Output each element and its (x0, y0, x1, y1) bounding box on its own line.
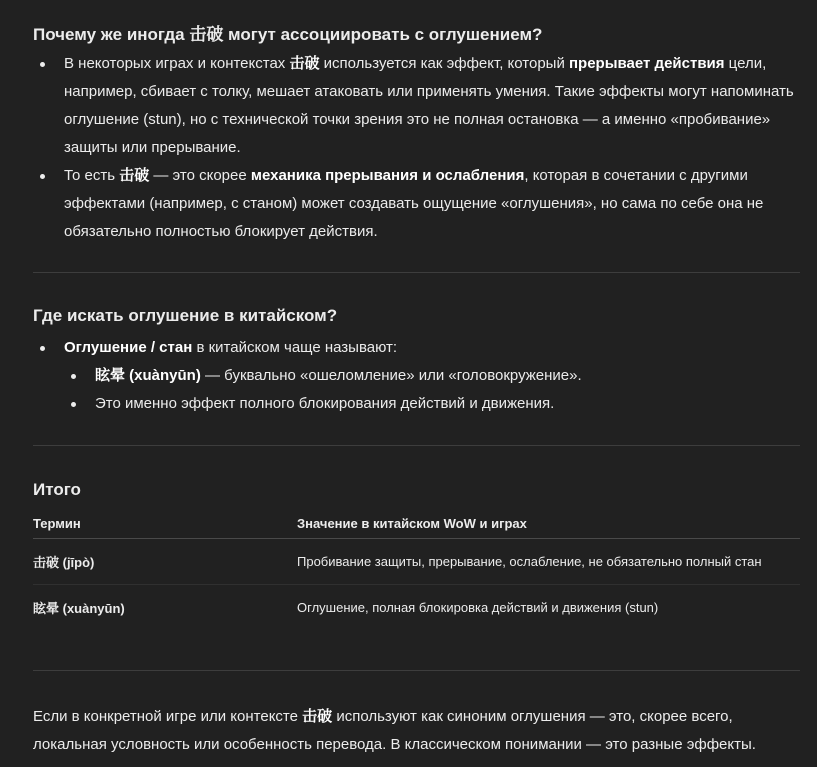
table-cell: Оглушение, полная блокировка действий и движения (stun) (297, 600, 659, 615)
column-header: Значение в китайском WoW и играх (297, 508, 800, 539)
text: в китайском чаще называют: (192, 339, 398, 356)
text: В некоторых играх и контекстах (64, 55, 290, 72)
table-cell: Пробивание защиты, прерывание, ослабление, не обязательно полный стан (297, 539, 800, 585)
bold-text: Оглушение / стан (64, 339, 193, 356)
text: — буквально «ошеломление» или «головокружение». (200, 367, 582, 384)
divider (33, 670, 800, 671)
section-heading-stun-association: Почему же иногда 击破 могут ассоциировать с оглушением? (33, 25, 543, 44)
conclusion-paragraph (33, 703, 800, 759)
table-header-row (33, 508, 800, 539)
bullet-list-2 (33, 334, 800, 418)
section-heading-summary: Итого (33, 480, 81, 499)
divider (33, 445, 800, 446)
list-item: Это именно эффект полного блокирования действий и движения. (64, 390, 817, 418)
section-heading-where: Где искать оглушение в китайском? (33, 306, 338, 325)
bold-text: механика прерывания и ослабления (250, 167, 525, 184)
bold-text: 击破 (302, 708, 333, 725)
text: цели, например, сбивает с толку, мешает атаковать или применять умения. Такие эффекты могут напоминать оглушение (stun), но с технической точки зрения это не полная остановка — а именно «пробивание» защиты или прерывание. (64, 55, 794, 156)
list-item (64, 362, 817, 390)
bold-text: 眩晕 (xuànyūn) (95, 367, 201, 384)
list-item (33, 50, 800, 162)
bold-text: 击破 (119, 167, 150, 184)
text: То есть (64, 167, 120, 184)
list-item (33, 334, 800, 418)
bold-text: 击破 (289, 55, 320, 72)
table-cell: 击破 (jīpò) (33, 539, 297, 585)
table-cell: 眩晕 (xuànyūn) (33, 601, 125, 616)
text: , которая в сочетании с другими эффектами (например, с станом) может создавать ощущение «оглушения», но сама по себе она не обязательно полностью блокирует действия. (64, 167, 764, 240)
bullet-list-1 (33, 50, 800, 246)
bold-text: прерывает действия (568, 55, 725, 72)
text: Если в конкретной игре или контексте (33, 708, 303, 725)
text: — это скорее (149, 167, 251, 184)
list-item (33, 162, 800, 246)
text: используется как эффект, который (319, 55, 569, 72)
summary-table (33, 508, 800, 630)
column-header: Термин (33, 508, 297, 539)
divider (33, 272, 800, 273)
table-row (33, 585, 800, 631)
sub-list (64, 362, 817, 418)
table-row (33, 539, 800, 585)
text: используют как синоним оглушения — это, скорее всего, локальная условность или особенность перевода. В классическом понимании — это разные эффекты. (33, 708, 756, 753)
